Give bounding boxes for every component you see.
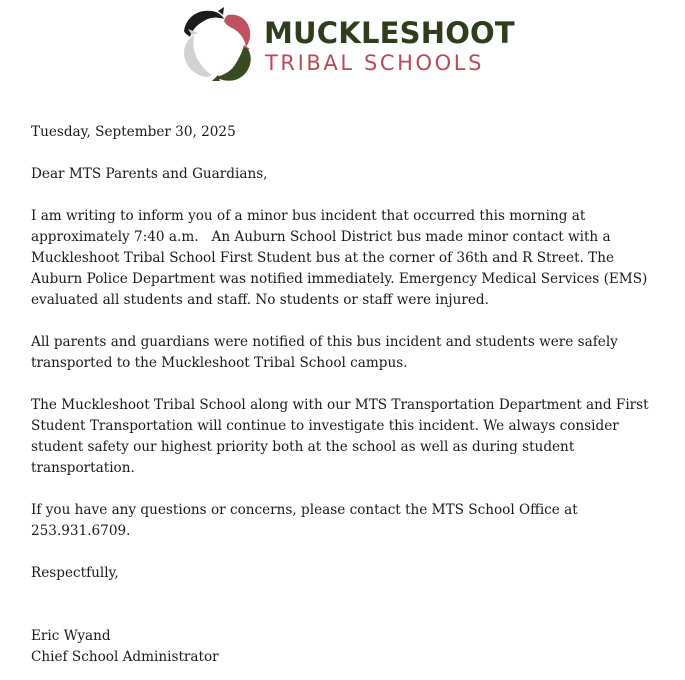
signature-title: Chief School Administrator	[31, 649, 219, 665]
salmon-circle-icon	[178, 5, 258, 83]
paragraph-investigation: The Muckleshoot Tribal School along with our MTS Transportation Department and First Student Transportation will continue to investigate this incident. We always consider student safety our highest priority both at the school as well as during student transportation.	[31, 397, 649, 476]
letter-salutation: Dear MTS Parents and Guardians,	[31, 166, 268, 182]
paragraph-notification: All parents and guardians were notified of this bus incident and students were safely transported to the Muckleshoot Tribal School campus.	[31, 334, 618, 371]
signature-name: Eric Wyand	[31, 628, 111, 644]
school-logo	[178, 5, 515, 83]
letter-body	[31, 122, 661, 668]
logo-subtitle: TRIBAL SCHOOLS	[265, 51, 485, 75]
paragraph-incident: I am writing to inform you of a minor bus incident that occurred this morning at approximately 7:40 a.m. An Auburn School District bus made minor contact with a Muckleshoot Tribal School First Student bus at the corner of 36th and R Street. The Auburn Police Department was notified immediately. Emergency Medical Services (EMS) evaluated all students and staff. No students or staff were injured.	[31, 208, 652, 308]
letter-date: Tuesday, September 30, 2025	[31, 124, 236, 140]
logo-title: MUCKLESHOOT	[264, 16, 515, 50]
letter-closing: Respectfully,	[31, 565, 119, 581]
paragraph-contact: If you have any questions or concerns, please contact the MTS School Office at 253.931.6709.	[31, 502, 578, 539]
